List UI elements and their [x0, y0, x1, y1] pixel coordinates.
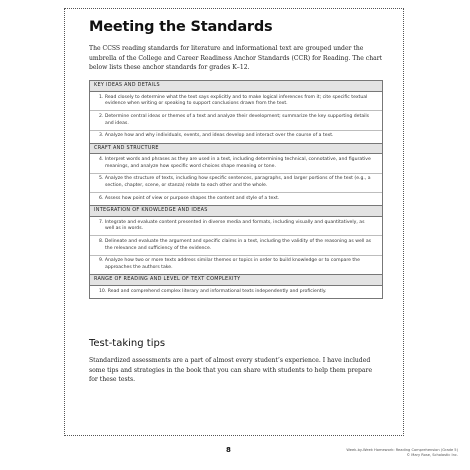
intro-paragraph: The CCSS reading standards for literature and informational text are grouped under the umbrella of the College and Career Readiness Anchor Standards (CCR) for Reading. The chart below lists these anchor standards for grades K–12. [89, 45, 383, 72]
standard-item-7: 7. Integrate and evaluate content presented in diverse media and formats, including visually and quantitatively, as well as in words. [90, 217, 382, 236]
tips-heading: Test-taking tips [89, 338, 166, 349]
standards-chart [89, 80, 383, 299]
standard-item-10: 10. Read and comprehend complex literary and informational texts independently and proficiently. [99, 288, 327, 294]
standard-item-5: 5. Analyze the structure of texts, including how specific sentences, paragraphs, and larger portions of the text (e.g., a section, chapter, scene, or stanza) relate to each other and the whole. [90, 174, 382, 193]
standard-item-6: 6. Assess how point of view or purpose shapes the content and style of a text. [99, 195, 280, 201]
page-title: Meeting the Standards [89, 19, 273, 35]
section-header-range: RANGE OF READING AND LEVEL OF TEXT COMPLEXITY [90, 274, 382, 286]
standard-item-8: 8. Delineate and evaluate the argument and specific claims in a text, including the validity of the reasoning as well as the relevance and sufficiency of the evidence. [90, 236, 382, 255]
footer-credits [346, 448, 458, 458]
standard-item-9: 9. Analyze how two or more texts address similar themes or topics in order to build knowledge or to compare the approaches the authors take. [99, 258, 360, 270]
standard-item-4: 4. Interpret words and phrases as they are used in a text, including determining technical, connotative, and figurative meanings, and analyze how specific word choices shape meaning or tone. [90, 154, 382, 173]
section-header-craft: CRAFT AND STRUCTURE [90, 143, 382, 155]
tips-paragraph: Standardized assessments are a part of almost every student’s experience. I have included some tips and strategies in the book that you can share with students to help them prepare for these tests. [89, 357, 373, 384]
section-header-integration: INTEGRATION OF KNOWLEDGE AND IDEAS [90, 205, 382, 217]
footer-book-title: Week-by-Week Homework: Reading Comprehension (Grade 5) [346, 448, 458, 452]
standard-item-1: 1. Read closely to determine what the text says explicitly and to make logical inferences from it; cite specific textual evidence when writing or speaking to support conclusions drawn from the text. [90, 92, 382, 111]
page-number: 8 [226, 446, 231, 454]
footer-copyright: © Mary Rose, Scholastic Inc. [406, 453, 458, 457]
section-header-key-ideas: KEY IDEAS AND DETAILS [90, 81, 382, 92]
standard-item-3: 3. Analyze how and why individuals, events, and ideas develop and interact over the course of a text. [99, 133, 334, 139]
standard-item-2: 2. Determine central ideas or themes of a text and analyze their development; summarize the key supporting details and ideas. [90, 111, 382, 130]
